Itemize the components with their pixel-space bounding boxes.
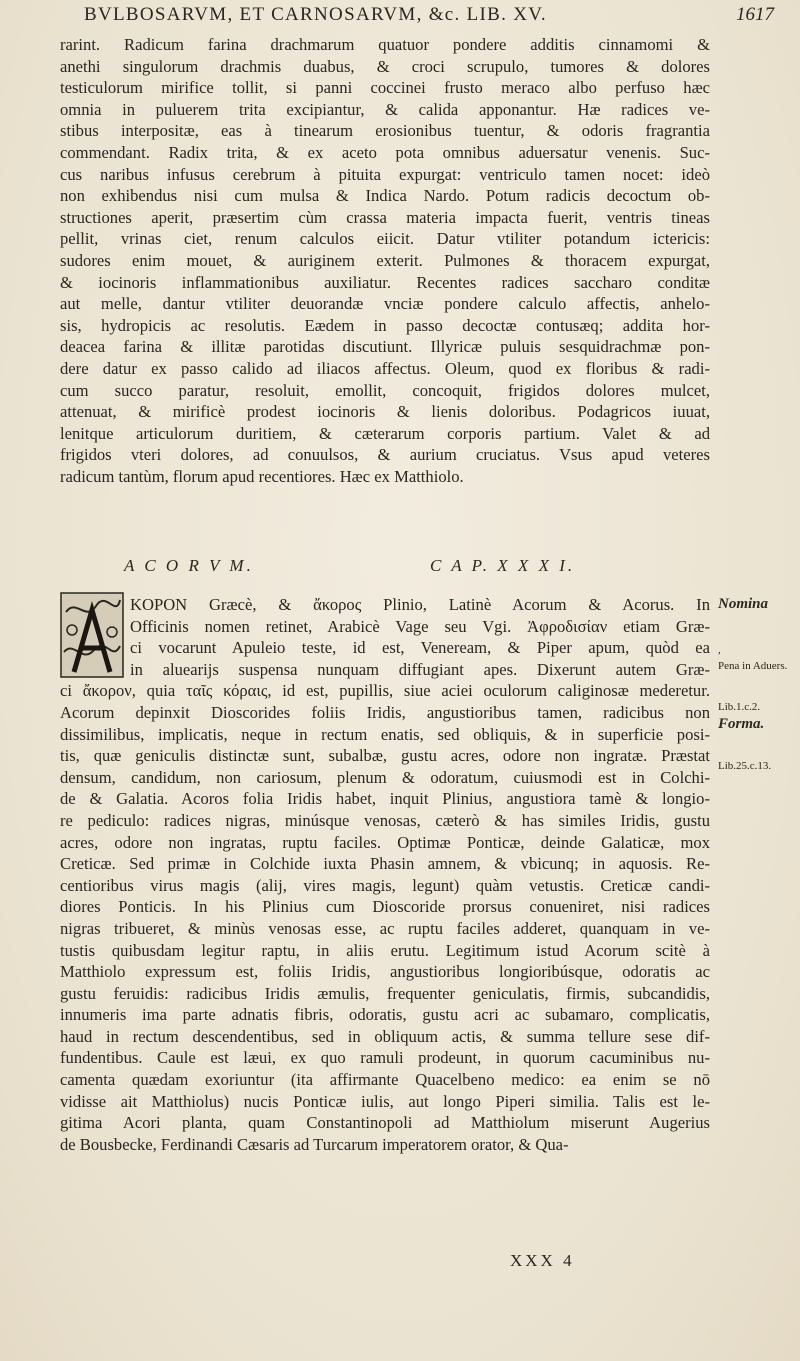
text-line: testiculorum mirifice tollit, si panni coccinei frusto meraco albo perfuso hæc [60,78,710,98]
text-line: densum, candidum, non cariosum, plenum & odoratum, cuiusmodi est in Colchi- [60,767,710,787]
text-line: attenuat, & mirificè prodest iocinoris & lienis doloribus. Podagricos iuuat, [60,402,710,422]
text-line: in aluearijs suspensa nunquam diffugiant apes. Dixerunt autem Græ- [130,659,710,679]
text-line: gustu feruidis: radicibus Iridis æmulis, frequenter geniculatis, firmis, subcandidis, [60,983,710,1003]
text-line: tis, quæ geniculis distinctæ sunt, subalbæ, gustu acres, odore non ingratæ. Præstat [60,746,710,766]
text-line: gitima Acori planta, quam Constantinopoli ad Matthiolum miserunt Augerius [60,1113,710,1133]
margin-note: , [718,644,721,656]
text-line: de & Galatia. Acoros folia Iridis habet, inquit Plinius, angustiora tamè & longio- [60,789,710,809]
text-line: vidisse ait Matthiolus) nucis Ponticæ iulis, aut longo Piperi similia. Talis est le- [60,1091,710,1111]
section-1-text [60,34,710,487]
text-line: stibus interpositæ, eas à tinearum erosionibus tuentur, & odoris fragrantia [60,121,710,141]
text-line: anethi singulorum drachmis duabus, & croci scrupulo, tumores & dolores [60,56,710,76]
text-line: de Bousbecke, Ferdinandi Cæsaris ad Turcarum imperatorem orator, & Qua- [60,1134,569,1154]
text-line: centioribus virus magis (alij, vires magis, legunt) quàm vetustis. Creticæ candi- [60,875,710,895]
text-line: acres, odore non ingratas, ruptu faciles. Optimæ Ponticæ, deinde Galaticæ, mox [60,832,710,852]
text-line: Acorum depinxit Dioscorides foliis Iridis, angustioribus tamen, radicibus non [60,702,710,722]
margin-note: Nomina [718,596,769,612]
text-line: non exhibendus nisi cum mulsa & Indica Nardo. Potum radicis decoctum ob- [60,186,710,206]
chapter-heading [124,556,576,582]
margin-note: Lib.25.c.13. [718,760,772,772]
chapter-number: C A P. X X X I. [430,556,576,575]
catchword: XXX 4 [510,1251,575,1270]
margin-note: Forma. [718,716,765,732]
text-line: haud in rectum descendentibus, sed in obliquum actis, & summa tellure sese dif- [60,1026,710,1046]
page-number: 1617 [736,4,774,25]
text-line: ci ἄκορον, quia ταῖς κόραις, id est, pupillis, siue aciei oculorum caliginosæ mederetur. [60,681,710,701]
text-line: cus naribus infusus cerebrum à pituita expurgat: ventriculo tamen nocet: ideò [60,164,710,184]
text-line: structiones aperit, præsertim cùm crassa materia impacta fuerit, ventris tineas [60,207,710,227]
text-line: fundentibus. Caule est læui, ex quo ramuli prodeunt, in quorum cacuminibus nu- [60,1048,710,1068]
text-line: KOPON Græcè, & ἄκορος Plinio, Latinè Acorum & Acorus. In [130,595,710,614]
text-line: lenitque articulorum duritiem, & cæterarum corporis partium. Valet & ad [60,423,710,443]
text-line: commendant. Radix trita, & ex aceto pota omnibus aduersatur venenis. Suc- [60,142,710,162]
text-line: Creticæ. Sed primæ in Colchide iuxta Phasin amnem, & vbicunq; in aquosis. Re- [60,854,710,874]
section-2-text [60,594,710,1155]
running-head-title: BVLBOSARVM, ET CARNOSARVM, &c. LIB. XV. [84,4,547,25]
text-line: frigidos vteri dolores, ad conuulsos, & aurium cruciatus. Vsus apud veteres [60,445,710,465]
text-line: Matthiolo expressum est, foliis Iridis, angustioribus longioribúsque, odoratis ac [60,962,710,982]
text-line: sis, hydropicis ac resolutis. Eædem in passo decoctæ contusæq; addita hor- [60,315,710,335]
text-line: re pediculo: radices nigras, minúsque venosas, cæterò & has similes Iridis, gustu [60,810,710,830]
margin-note: Lib.1.c.2. [718,701,761,713]
text-line: radicum tantùm, florum apud recentiores. Hæc ex Matthiolo. [60,466,464,486]
text-line: tustis quibusdam legitur raptu, in aliis erutu. Legitimum istud Acorum scitè à [60,940,710,960]
text-line: innumeris ima parte adnatis fibris, odoratis, gustu acri ac subamaro, complicatis, [60,1005,710,1025]
text-line: sudores enim mouet, & auriginem exterit. Pulmones & thoracem expurgat, [60,250,710,270]
text-line: dere datur ex passo calido ad iliacos affectus. Oleum, quod ex floribus & radi- [60,358,710,378]
text-line: pellit, vrinas ciet, renum calculos eiicit. Datur vtiliter potandum ictericis: [60,229,710,249]
text-line: diores Ponticis. In his Plinius cum Dioscoride prorsus conueniret, nisi radices [60,897,710,917]
text-line: cum succo paratur, resoluit, emollit, concoquit, frigidos dolores mulcet, [60,380,710,400]
text-line: dissimilibus, implicatis, neque in rectum enatis, sed obliquis, & in superficie posi- [60,724,710,744]
text-line: aut melle, dantur vtiliter deuorandæ vnciæ pondere calculo affectis, anhelo- [60,294,710,314]
margin-note: Pena in Aduers. [718,660,788,672]
text-line: nigras tribueret, & minùs venosas esse, ac ruptu faciles adderet, quanquam in ve- [60,918,710,938]
running-head [84,4,774,30]
text-line: Officinis nomen retinet, Arabicè Vage seu Vgi. Ἀφροδισίαν etiam Græ- [130,616,710,636]
text-line: rarint. Radicum farina drachmarum quatuor pondere additis cinnamomi & [60,35,710,54]
text-line: & iocinoris inflammationibus auxiliatur. Recentes radices saccharo conditæ [60,272,710,292]
text-line: camenta quædam exoriuntur (ita affirmante Quacelbeno medico: ea enim se nō [60,1070,710,1090]
text-line: deacea farina & illitæ parotidas discutiunt. Illyricæ puluis sesquidrachmæ pon- [60,337,710,357]
chapter-title: A C O R V M. [124,556,254,575]
text-line: ci vocarunt Apuleio teste, id est, Veneream, & Piper apum, quòd ea [130,638,710,658]
text-line: omnia in puluerem trita excipiantur, & calida apponantur. Hæ radices ve- [60,99,710,119]
